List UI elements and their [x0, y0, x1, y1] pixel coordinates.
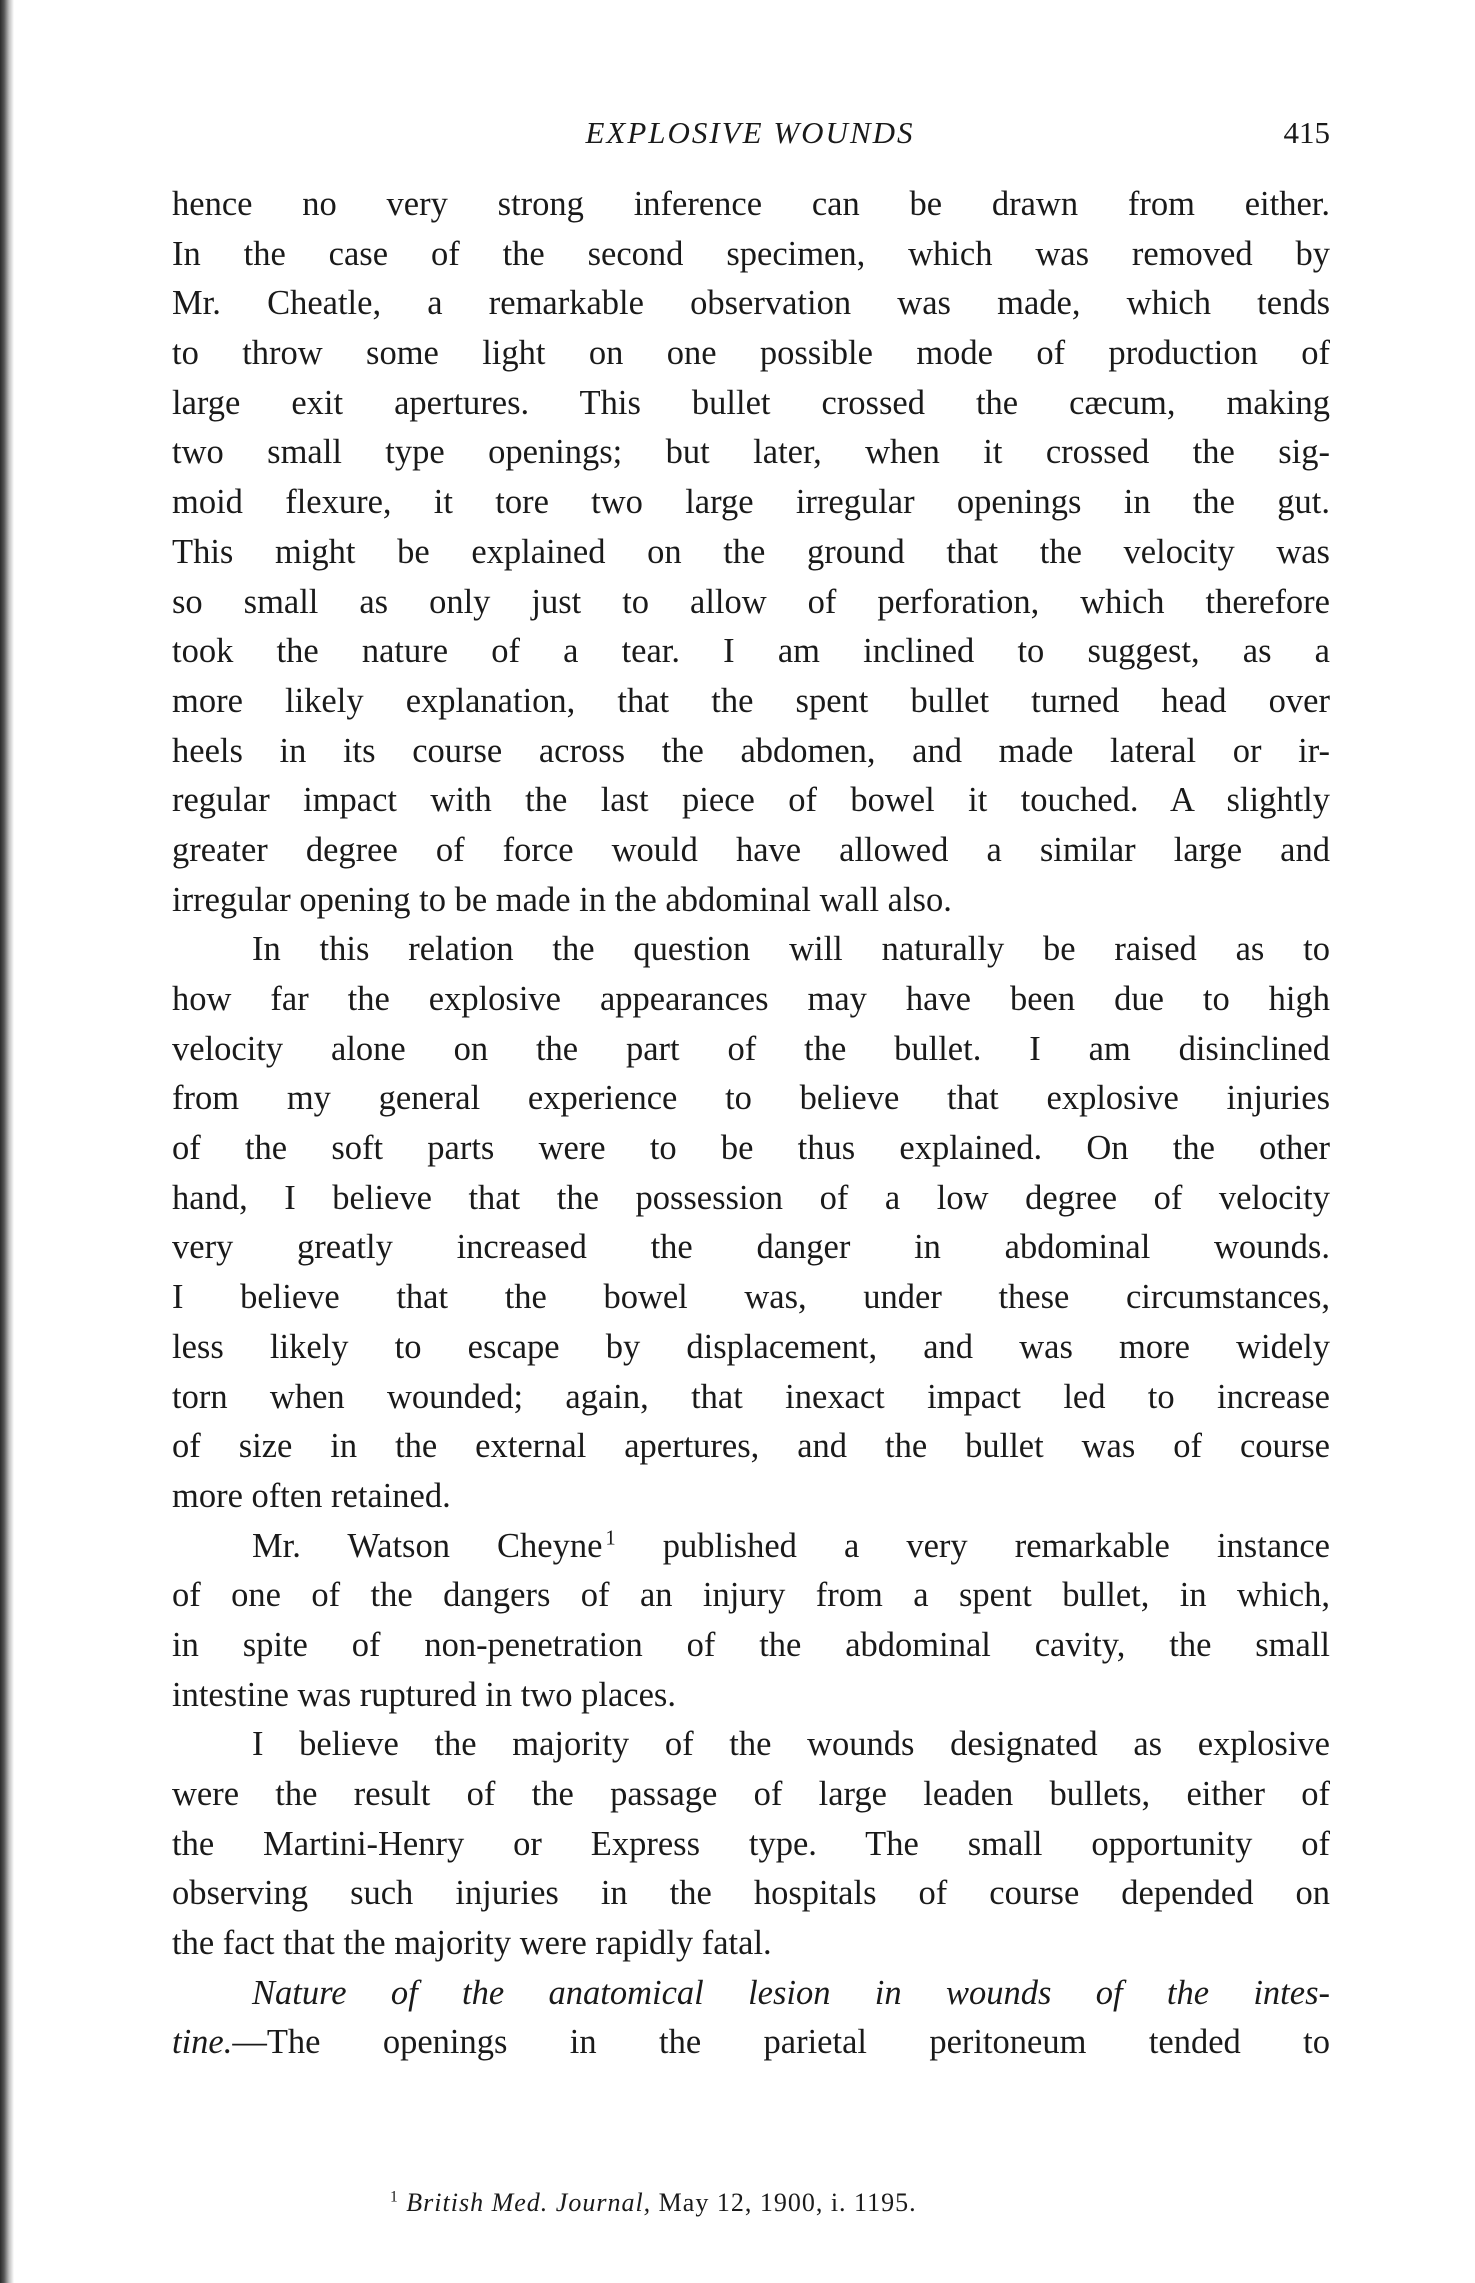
text-line: were the result of the passage of large leaden bullets, either of	[172, 1775, 1330, 1813]
text-line	[172, 1522, 1330, 1572]
text-line: large exit apertures. This bullet crossed the cæcum, making	[172, 383, 1330, 422]
text-segment: —The openings in the parietal peritoneum tended to	[232, 2023, 1330, 2062]
text-line: greater degree of force would have allowed a similar large and	[172, 830, 1330, 869]
footnote-detail: May 12, 1900, i. 1195.	[651, 2188, 917, 2217]
footnote	[390, 2188, 917, 2218]
text-line: very greatly increased the danger in abdominal wounds.	[172, 1228, 1330, 1267]
text-line	[172, 2018, 1330, 2068]
text-line: of one of the dangers of an injury from a spent bullet, in which,	[172, 1576, 1330, 1615]
text-line: took the nature of a tear. I am inclined to suggest, as a	[172, 632, 1330, 671]
text-line: heels in its course across the abdomen, and made lateral or ir-	[172, 731, 1330, 770]
text-line: from my general experience to believe that explosive injuries	[172, 1079, 1330, 1118]
paragraph-3	[172, 1522, 1330, 1721]
footnote-source: British Med. Journal,	[406, 2188, 652, 2217]
running-head: EXPLOSIVE WOUNDS	[585, 115, 915, 150]
text-line: observing such injuries in the hospitals of course depended on	[172, 1874, 1330, 1913]
body-text	[172, 180, 1330, 2068]
text-line: more likely explanation, that the spent bullet turned head over	[172, 681, 1330, 720]
text-line: to throw some light on one possible mode of production of	[172, 334, 1330, 373]
text-line: less likely to escape by displacement, and was more widely	[172, 1327, 1330, 1366]
text-line: hand, I believe that the possession of a low degree of velocity	[172, 1178, 1330, 1217]
text-line: more often retained.	[172, 1476, 451, 1515]
text-line: I believe the majority of the wounds designated as explosive	[252, 1725, 1330, 1764]
text-line: irregular opening to be made in the abdominal wall also.	[172, 880, 952, 919]
paragraph-1	[172, 180, 1330, 925]
text-line: intestine was ruptured in two places.	[172, 1675, 676, 1714]
text-line: In the case of the second specimen, which was removed by	[172, 234, 1330, 273]
footnote-marker: 1	[390, 2188, 399, 2206]
text-line: I believe that the bowel was, under these circumstances,	[172, 1278, 1330, 1317]
text-line: torn when wounded; again, that inexact impact led to increase	[172, 1377, 1330, 1416]
text-line: of the soft parts were to be thus explained. On the other	[172, 1129, 1330, 1168]
paragraph-4	[172, 1720, 1330, 1968]
text-line: regular impact with the last piece of bowel it touched. A slightly	[172, 781, 1330, 820]
text-line: This might be explained on the ground that the velocity was	[172, 532, 1330, 571]
text-line	[172, 1969, 1330, 2019]
text-line: Mr. Cheatle, a remarkable observation was made, which tends	[172, 284, 1330, 323]
text-line: two small type openings; but later, when it crossed the sig-	[172, 433, 1330, 472]
text-line: the fact that the majority were rapidly fatal.	[172, 1924, 772, 1963]
page-header	[170, 108, 1330, 158]
text-segment: Mr. Watson Cheyne	[252, 1526, 603, 1565]
text-line: hence no very strong inference can be drawn from either.	[172, 185, 1330, 223]
page-edge-shadow	[0, 0, 14, 2283]
footnote-marker: 1	[605, 1527, 616, 1550]
text-line: In this relation the question will naturally be raised as to	[252, 930, 1330, 969]
section-heading-italic-cont: tine.	[172, 2023, 233, 2062]
text-line: moid flexure, it tore two large irregular openings in the gut.	[172, 483, 1330, 522]
page-number: 415	[1283, 115, 1330, 150]
text-segment: published a very remarkable instance	[615, 1526, 1330, 1565]
text-line: of size in the external apertures, and the bullet was of course	[172, 1427, 1330, 1466]
paragraph-5	[172, 1969, 1330, 2068]
text-line: velocity alone on the part of the bullet. I am disinclined	[172, 1029, 1330, 1068]
section-heading-italic: Nature of the anatomical lesion in wounds of the intes-	[252, 1973, 1330, 2012]
text-line: how far the explosive appearances may have been due to high	[172, 980, 1330, 1018]
text-line: in spite of non-penetration of the abdominal cavity, the small	[172, 1625, 1330, 1664]
text-line: the Martini-Henry or Express type. The small opportunity of	[172, 1824, 1330, 1863]
paragraph-2	[172, 925, 1330, 1521]
text-line: so small as only just to allow of perforation, which therefore	[172, 582, 1330, 621]
